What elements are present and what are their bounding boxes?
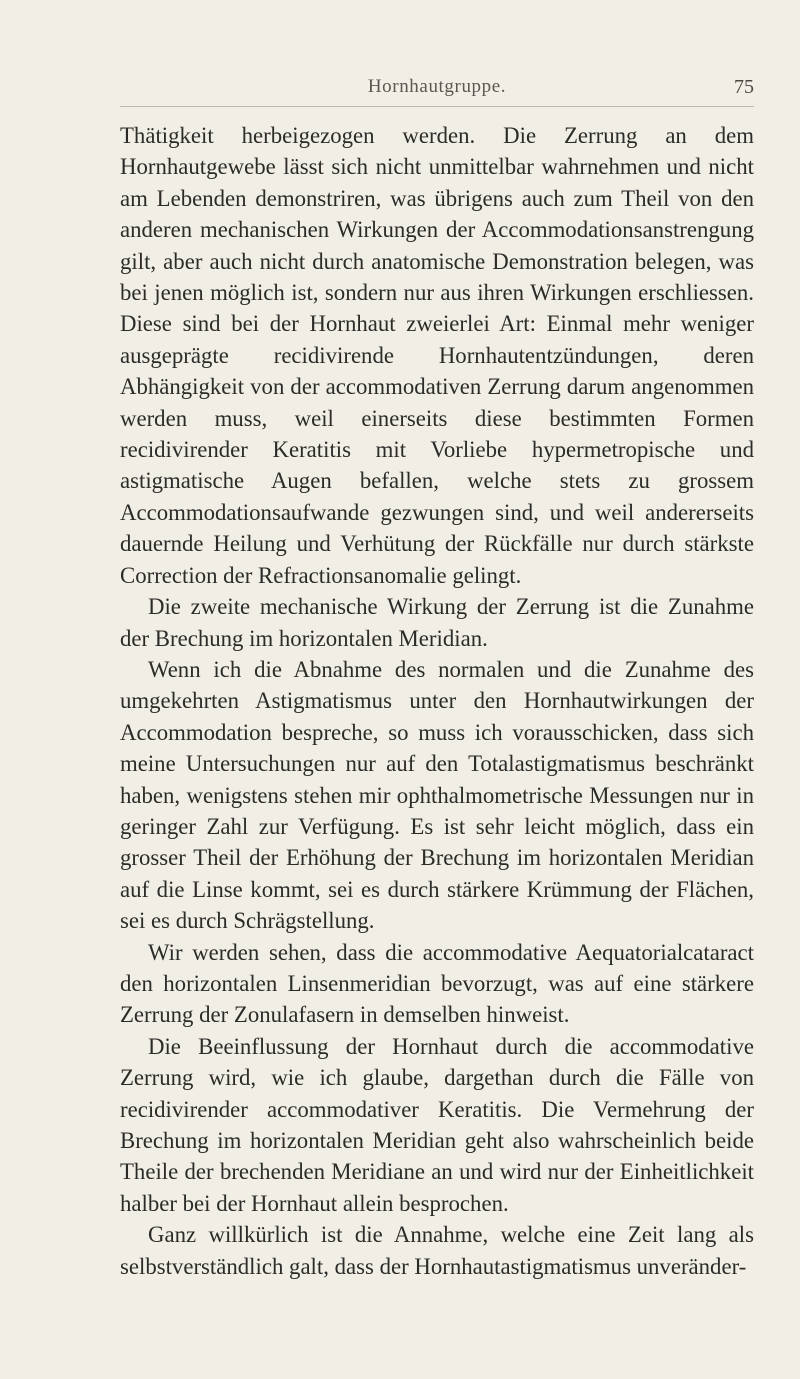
body-text <box>120 120 754 1282</box>
paragraph-cornea-influence: Die Beeinflussung der Hornhaut durch die accommodative Zerrung wird, wie ich glaube, dargethan durch die Fälle von recidivirender accommodativer Keratitis. Die Vermehrung der Brechung im horizontalen Meridian geht also wahrscheinlich beide Theile der brechenden Meridiane an und wird nur der Einheitlichkeit halber bei der Hornhaut allein besprochen. <box>120 1033 754 1216</box>
paragraph-final: Ganz willkürlich ist die Annahme, welche eine Zeit lang als selbstverständlich galt, dass der Hornhautastigmatismus unveränder- <box>120 1222 754 1279</box>
paragraph-second-mechanical-effect: Die zweite mechanische Wirkung der Zerrung ist die Zunahme der Brechung im horizontalen Meridian. <box>120 594 754 651</box>
paragraph-aequatorialcataract: Wir werden sehen, dass die accommodative Aequatorialcataract den horizontalen Linsenmeridian bevorzugt, was auf eine stärkere Zerrung der Zonulafasern in demselben hinweist. <box>120 939 754 1028</box>
page-number: 75 <box>734 76 754 98</box>
paragraph-astigmatism-discussion: Wenn ich die Abnahme des normalen und die Zunahme des umgekehrten Astigmatismus unter den Hornhautwirkungen der Accommodation bespreche, so muss ich vorausschicken, dass sich meine Untersuchungen nur auf den Totalastigmatismus beschränkt haben, wenigstens stehen mir ophthalmometrische Messungen nur in geringer Zahl zur Verfügung. Es ist sehr leicht möglich, dass ein grosser Theil der Erhöhung der Brechung im horizontalen Meridian auf die Linse kommt, sei es durch stärkere Krümmung der Flächen, sei es durch Schrägstellung. <box>120 656 754 934</box>
page-header <box>120 76 754 107</box>
paragraph-continuation: Thätigkeit herbeigezogen werden. Die Zerrung an dem Hornhautgewebe lässt sich nicht unmittelbar wahrnehmen und nicht am Lebenden demonstriren, was übrigens auch zum Theil von den anderen mechanischen Wirkungen der Accommodationsanstrengung gilt, aber auch nicht durch anatomische Demonstration belegen, was bei jenen möglich ist, sondern nur aus ihren Wirkungen erschliessen. Diese sind bei der Hornhaut zweierlei Art: Einmal mehr weniger ausgeprägte recidivirende Hornhautentzündungen, deren Abhängigkeit von der accommodativen Zerrung darum angenommen werden muss, weil einerseits diese bestimmten Formen recidivirender Keratitis mit Vorliebe hypermetropische und astigmatische Augen befallen, welche stets zu grossem Accommodationsaufwande gezwungen sind, und weil andererseits dauernde Heilung und Verhütung der Rückfälle nur durch stärkste Correction der Refractionsanomalie gelingt. <box>120 123 754 588</box>
running-head: Hornhautgruppe. <box>367 76 507 97</box>
